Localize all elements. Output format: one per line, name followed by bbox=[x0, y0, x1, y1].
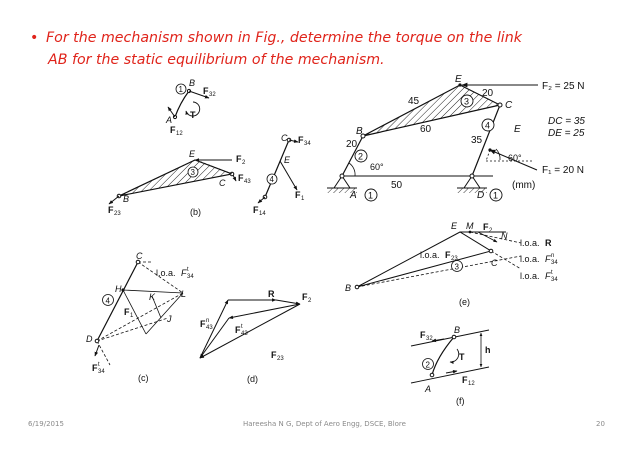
fig-e-label-n: N bbox=[501, 231, 508, 241]
len-be: 45 bbox=[408, 96, 420, 107]
fig-c-label-c: C bbox=[136, 251, 143, 261]
couple-on-link-ab bbox=[411, 325, 491, 406]
fig-e-link-number: 3 bbox=[454, 262, 459, 272]
fig-b4-f34-sub: 34 bbox=[304, 141, 311, 147]
fig-b-label-c: C bbox=[219, 178, 226, 188]
fig-d-f2-sub: 2 bbox=[308, 298, 312, 304]
force-polygon bbox=[200, 289, 312, 384]
fig-c-loa-sub: 34 bbox=[187, 274, 194, 280]
line-of-action-construction bbox=[345, 221, 558, 307]
fig-d-f43t-sup: t bbox=[241, 324, 243, 330]
fig-b4-f1-sub: 1 bbox=[301, 196, 305, 202]
fig-e-f2: F bbox=[483, 222, 489, 232]
fig-b4-label-c: C bbox=[281, 133, 288, 143]
fig-b-caption: (b) bbox=[190, 207, 201, 217]
fig-e-f2-sub: 2 bbox=[489, 228, 493, 234]
fig-e-label-m: M bbox=[466, 221, 474, 231]
fig-b4-f1: F bbox=[295, 190, 301, 200]
label-e-link4: E bbox=[514, 124, 521, 135]
fig-c-label-d: D bbox=[86, 334, 93, 344]
fig-f-f32-sub: 32 bbox=[426, 336, 433, 342]
fig-e-loa-f23: l.o.a. bbox=[420, 250, 440, 260]
fig-b-link-number-4: 4 bbox=[269, 175, 274, 184]
link-number-2: 2 bbox=[358, 151, 364, 162]
fig-d-f43n-sub: 43 bbox=[206, 325, 213, 331]
fig-a-torque: T bbox=[190, 110, 196, 120]
label-e-top: E bbox=[455, 74, 462, 85]
fig-f-label-b: B bbox=[454, 325, 461, 335]
fig-f-f12: F bbox=[462, 375, 468, 385]
fig-e-caption: (e) bbox=[459, 297, 470, 307]
label-b: B bbox=[356, 126, 363, 137]
fig-a-f12-sub: 12 bbox=[176, 131, 183, 137]
fig-c-f1: F bbox=[124, 307, 130, 317]
fig-b-label-b: B bbox=[123, 194, 130, 204]
fig-c-loa-sup: t bbox=[187, 267, 189, 273]
fig-e-loa-n: l.o.a. bbox=[520, 254, 540, 264]
angle-d: 60° bbox=[508, 153, 522, 163]
free-body-coupler bbox=[108, 133, 311, 217]
label-a: A bbox=[350, 190, 357, 201]
len-ab: 20 bbox=[346, 139, 358, 150]
fig-f-label-a: A bbox=[425, 384, 432, 394]
fig-e-loa-t-f: F bbox=[545, 271, 551, 281]
fig-b-f43-sub: 43 bbox=[244, 179, 251, 185]
len-ec: 20 bbox=[482, 88, 494, 99]
fig-b-f2-sub: 2 bbox=[242, 160, 246, 166]
len-ad: 50 bbox=[391, 180, 403, 191]
fig-e-loa-f23-sub: 23 bbox=[451, 256, 458, 262]
fig-d-f2: F bbox=[302, 292, 308, 302]
fig-c-label-j: J bbox=[167, 314, 172, 324]
fig-d-f43n-sup: n bbox=[206, 318, 210, 324]
fig-f-f12-sub: 12 bbox=[468, 381, 475, 387]
link-number-1a: 1 bbox=[368, 190, 374, 201]
fig-b-f23: F bbox=[108, 205, 114, 215]
fig-c-f34-sub: 34 bbox=[98, 369, 105, 375]
force-f1-label: F₁ = 20 N bbox=[542, 165, 585, 176]
footer-author: Hareesha N G, Dept of Aero Engg, DSCE, Blore bbox=[243, 420, 406, 428]
fig-a-f32: F bbox=[203, 86, 209, 96]
coupler-bec bbox=[363, 85, 500, 136]
units-label: (mm) bbox=[512, 180, 536, 191]
fig-c-link-number: 4 bbox=[105, 296, 110, 306]
fig-e-loa-n-sup: n bbox=[551, 253, 555, 259]
footer-date: 6/19/2015 bbox=[28, 420, 64, 428]
fig-b4-f14-sub: 14 bbox=[259, 211, 266, 217]
fig-e-loa-t-sub: 34 bbox=[551, 277, 558, 283]
fig-b4-label-e: E bbox=[284, 155, 291, 165]
fig-e-loa-r: l.o.a. bbox=[520, 238, 540, 248]
fig-d-f43n: F bbox=[200, 319, 206, 329]
fig-b-f43: F bbox=[238, 173, 244, 183]
fig-c-f34: F bbox=[92, 363, 98, 373]
fig-b4-f34: F bbox=[298, 135, 304, 145]
fig-d-f43t-sub: 43 bbox=[241, 331, 248, 337]
label-c: C bbox=[505, 100, 513, 111]
fig-c-loa: l.o.a. bbox=[156, 268, 176, 278]
fig-c-loa-f: F bbox=[181, 268, 187, 278]
free-body-link-ab bbox=[165, 78, 216, 137]
len-bc: 60 bbox=[420, 124, 432, 135]
fig-b-label-e: E bbox=[189, 149, 196, 159]
fig-a-label-a: A bbox=[166, 115, 173, 125]
fig-f-link-number: 2 bbox=[425, 360, 430, 370]
bullet-marker: • bbox=[30, 30, 39, 46]
fig-b-link-number-3: 3 bbox=[190, 168, 195, 177]
fig-f-f32: F bbox=[420, 330, 426, 340]
problem-line-1: For the mechanism shown in Fig., determine the torque on the link bbox=[46, 30, 522, 46]
footer-page-number: 20 bbox=[596, 420, 605, 428]
fig-e-loa-t-sup: t bbox=[551, 270, 553, 276]
fig-c-label-l: L bbox=[181, 289, 187, 299]
fig-d-f23: F bbox=[271, 350, 277, 360]
fig-c-f1-sub: 1 bbox=[130, 313, 134, 319]
fig-d-f23-sub: 23 bbox=[277, 356, 284, 362]
fig-e-loa-n-f: F bbox=[545, 254, 551, 264]
fig-b-f2: F bbox=[236, 154, 242, 164]
link-number-3: 3 bbox=[464, 96, 470, 107]
link-number-4: 4 bbox=[485, 120, 491, 131]
fig-c-f34-sup: t bbox=[98, 362, 100, 368]
fig-e-label-b: B bbox=[345, 283, 352, 293]
angle-a: 60° bbox=[370, 162, 384, 172]
fig-b4-f14: F bbox=[253, 205, 259, 215]
fig-e-loa-r-b: R bbox=[545, 238, 552, 248]
fig-a-label-b: B bbox=[189, 78, 196, 88]
fig-e-loa-t: l.o.a. bbox=[520, 271, 540, 281]
dim-de: DE = 25 bbox=[548, 128, 585, 139]
fig-a-f12: F bbox=[170, 125, 176, 135]
fig-c-label-h: H bbox=[115, 284, 122, 294]
fig-a-link-number: 1 bbox=[178, 85, 183, 94]
fig-c-label-k: K bbox=[149, 292, 156, 302]
fig-e-loa-n-sub: 34 bbox=[551, 260, 558, 266]
fig-f-torque: T bbox=[459, 352, 465, 362]
fig-c-caption: (c) bbox=[138, 373, 149, 383]
dim-dc: DC = 35 bbox=[548, 116, 585, 127]
fig-e-loa-f23-f: F bbox=[445, 250, 451, 260]
label-d: D bbox=[477, 190, 485, 201]
fig-e-label-c: C bbox=[491, 258, 498, 268]
fig-d-r: R bbox=[268, 289, 275, 299]
force-f2-label: F₂ = 25 N bbox=[542, 81, 585, 92]
fig-d-f43t: F bbox=[235, 325, 241, 335]
fig-e-label-e: E bbox=[451, 221, 458, 231]
fig-d-caption: (d) bbox=[247, 374, 258, 384]
fig-a-f32-sub: 32 bbox=[209, 92, 216, 98]
len-dc: 35 bbox=[471, 135, 483, 146]
link-number-1b: 1 bbox=[493, 190, 499, 201]
construction-link-4 bbox=[86, 251, 194, 383]
fig-f-h: h bbox=[485, 345, 491, 355]
main-mechanism bbox=[327, 74, 585, 201]
fig-f-caption: (f) bbox=[456, 396, 465, 406]
fig-b-f23-sub: 23 bbox=[114, 211, 121, 217]
problem-line-2: AB for the static equilibrium of the mechanism. bbox=[48, 52, 385, 68]
